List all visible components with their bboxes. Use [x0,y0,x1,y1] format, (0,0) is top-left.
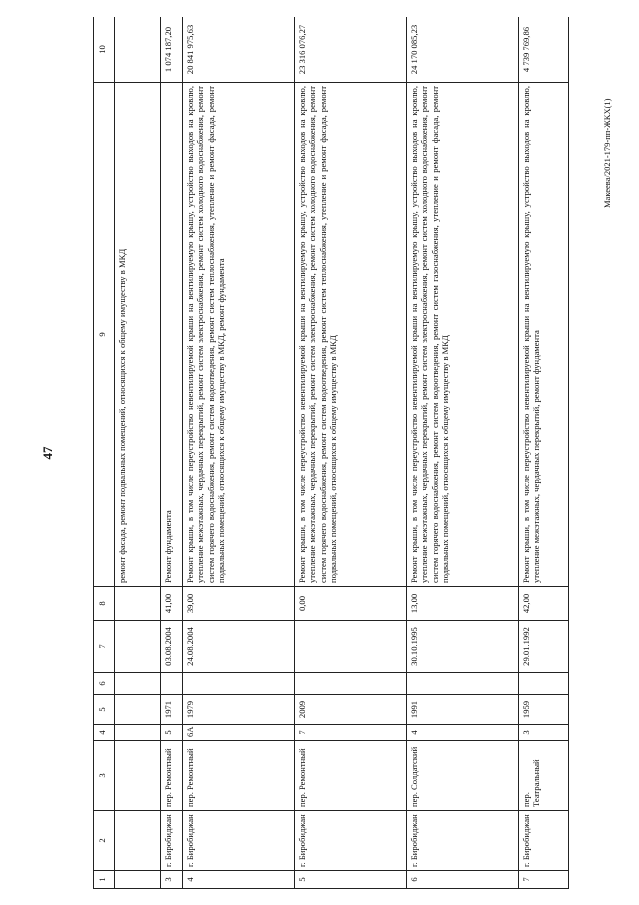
cell-street: пер. Ремонтный [183,741,295,811]
cell-col6 [295,673,407,695]
header-row [94,17,115,889]
cell-house [115,725,161,741]
col-header: 3 [94,741,115,811]
cell-street: пер. Ремонтный [161,741,183,811]
table-row [407,17,519,889]
rotated-table-container [93,17,581,889]
cell-works: ремонт фасада, ремонт подвальных помещений, относящихся к общему имуществу в МКД [115,83,161,587]
cell-num: 7 [519,871,569,889]
col-header: 4 [94,725,115,741]
col-header: 5 [94,695,115,725]
cell-wear: 41,00 [161,587,183,621]
cell-cost: 4 739 769,86 [519,17,569,83]
cell-city: г. Биробиджан [519,811,569,871]
cell-house: 4 [407,725,519,741]
cell-cost: 23 316 076,27 [295,17,407,83]
table-row [183,17,295,889]
cell-date [295,621,407,673]
col-header: 7 [94,621,115,673]
cell-cost: 24 170 085,23 [407,17,519,83]
cell-date: 30.10.1995 [407,621,519,673]
capital-repair-table [93,17,569,889]
col-header: 1 [94,871,115,889]
col-header: 9 [94,83,115,587]
table-row [115,17,161,889]
cell-works: Ремонт крыши, в том числе переустройство невентилируемой крыши на вентилируемую крышу, устройство выходов на кровлю, утепление межэтажных, чердачных перекрытий, ремонт фундамента [519,83,569,587]
cell-year: 1959 [519,695,569,725]
col-header: 10 [94,17,115,83]
cell-house: 5 [161,725,183,741]
cell-year: 1979 [183,695,295,725]
cell-date [115,621,161,673]
cell-col6 [183,673,295,695]
table-row [519,17,569,889]
cell-wear: 13,00 [407,587,519,621]
cell-street [115,741,161,811]
cell-street: пер. Ремонтный [295,741,407,811]
cell-city: г. Биробиджан [295,811,407,871]
cell-date: 03.08.2004 [161,621,183,673]
cell-street: пер. Театральный [519,741,569,811]
cell-city: г. Биробиджан [407,811,519,871]
page-number: 47 [40,446,55,460]
cell-city [115,811,161,871]
cell-num [115,871,161,889]
cell-city: г. Биробиджан [161,811,183,871]
cell-cost [115,17,161,83]
cell-works: Ремонт крыши, в том числе переустройство невентилируемой крыши на вентилируемую крышу, устройство выходов на кровлю, утепление межэтажных, чердачных перекрытий, ремонт систем электроснабжения, ремонт систем холодного водоснабжения, ремонт систем горячего водоснабжения, ремонт систем водоотведения, ремонт систем теплоснабжения, утепление и ремонт фасада, ремонт подвальных помещений, относящихся к общему имуществу в МКД [295,83,407,587]
document-footer-code: Макеева/2021-179-пп-ЖКХ(1) [602,98,612,208]
cell-num: 4 [183,871,295,889]
cell-cost: 20 841 975,63 [183,17,295,83]
cell-year: 1971 [161,695,183,725]
cell-year: 1991 [407,695,519,725]
cell-works: Ремонт фундамента [161,83,183,587]
table-row [295,17,407,889]
col-header: 6 [94,673,115,695]
cell-works: Ремонт крыши, в том числе переустройство невентилируемой крыши на вентилируемую крышу, устройство выходов на кровлю, утепление межэтажных, чердачных перекрытий, ремонт систем электроснабжения, ремонт систем холодного водоснабжения, ремонт систем горячего водоснабжения, ремонт систем водоотведения, ремонт систем газоснабжения, утепление и ремонт фасада, ремонт подвальных помещений, относящихся к общему имуществу в МКД [407,83,519,587]
cell-house: 3 [519,725,569,741]
rotated-table-frame [93,17,581,889]
cell-wear [115,587,161,621]
cell-year [115,695,161,725]
cell-date: 29.01.1992 [519,621,569,673]
cell-col6 [161,673,183,695]
cell-wear: 0,00 [295,587,407,621]
cell-house: 6А [183,725,295,741]
cell-house: 7 [295,725,407,741]
cell-num: 5 [295,871,407,889]
cell-cost: 1 074 187,20 [161,17,183,83]
cell-city: г. Биробиджан [183,811,295,871]
cell-works: Ремонт крыши, в том числе переустройство невентилируемой крыши на вентилируемую крышу, устройство выходов на кровлю, утепление межэтажных, чердачных перекрытий, ремонт систем электроснабжения, ремонт систем холодного водоснабжения, ремонт систем горячего водоснабжения, ремонт систем водоотведения, ремонт систем теплоснабжения, утепление и ремонт фасада, ремонт подвальных помещений, относящихся к общему имуществу в МКД, ремонт фундамента [183,83,295,587]
cell-wear: 42,00 [519,587,569,621]
col-header: 8 [94,587,115,621]
cell-num: 3 [161,871,183,889]
cell-year: 2009 [295,695,407,725]
cell-col6 [115,673,161,695]
table-row [161,17,183,889]
cell-col6 [519,673,569,695]
cell-wear: 39,00 [183,587,295,621]
cell-date: 24.08.2004 [183,621,295,673]
cell-street: пер. Солдатский [407,741,519,811]
cell-col6 [407,673,519,695]
col-header: 2 [94,811,115,871]
cell-num: 6 [407,871,519,889]
